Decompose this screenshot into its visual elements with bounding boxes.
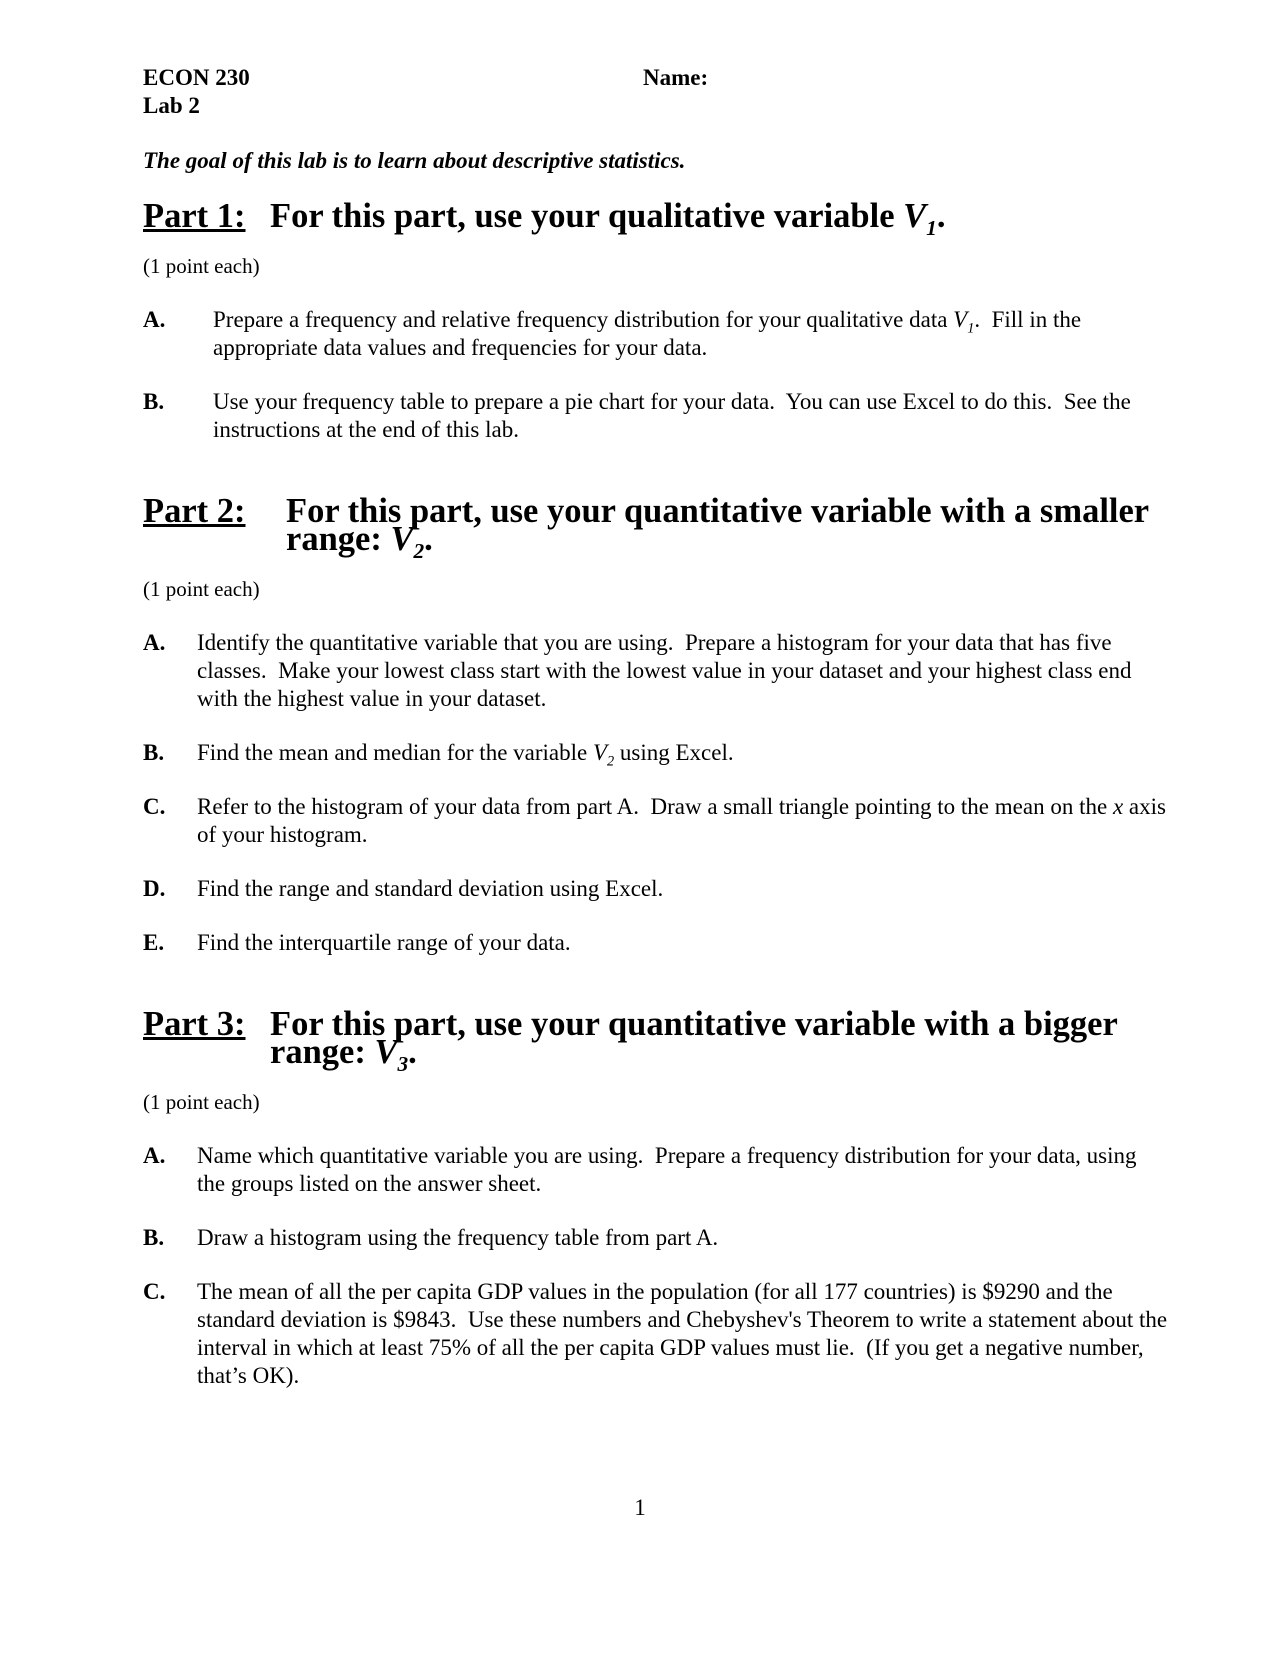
part-1-heading-text xyxy=(270,197,946,240)
item-label: A. xyxy=(143,630,166,655)
text-run: For this part, use your qualitative variable xyxy=(270,197,904,235)
item-text: The mean of all the per capita GDP values in the population (for all 177 countries) is $9290 and the standard deviation is $9843. Use these numbers and Chebyshev's Theorem to write a statement about the interval in which at least 75% of all the per capita GDP values must lie. (If you get a negative number, that’s OK). xyxy=(197,1279,1173,1388)
item-text: Name which quantitative variable you are using. Prepare a frequency distribution for your data, using the groups listed on the answer sheet. xyxy=(197,1143,1143,1196)
item-label: A. xyxy=(143,307,166,332)
part-3-heading xyxy=(143,1005,1168,1076)
variable-symbol: V xyxy=(592,740,608,765)
text-run: . xyxy=(936,197,946,235)
page-number: 1 xyxy=(634,1495,646,1520)
part-2-item-b xyxy=(143,739,1168,770)
item-label: D. xyxy=(143,876,166,901)
text-run: . xyxy=(408,1033,417,1071)
text-run: . xyxy=(424,520,433,558)
variable-symbol: V xyxy=(903,197,927,235)
part-3-points: (1 point each) xyxy=(143,1090,260,1114)
item-text: Find the interquartile range of your data. xyxy=(197,930,571,955)
variable-subscript: 1 xyxy=(926,215,937,240)
part-1-item-a xyxy=(143,306,1168,362)
part-1-label: Part 1: xyxy=(143,197,246,235)
text-run: Find the mean and median for the variable xyxy=(197,740,593,765)
lab-title: Lab 2 xyxy=(143,93,200,118)
item-text: Find the range and standard deviation using Excel. xyxy=(197,876,664,901)
course-title: ECON 230 xyxy=(143,65,250,90)
part-2-points: (1 point each) xyxy=(143,577,260,601)
part-2-item-d xyxy=(143,875,1168,903)
item-text xyxy=(213,306,1168,362)
part-2-item-a xyxy=(143,629,1168,713)
item-text: Use your frequency table to prepare a pie chart for your data. You can use Excel to do this. See the instructions at the end of this lab. xyxy=(213,389,1137,442)
part-2-heading-text xyxy=(286,492,1168,563)
item-label: B. xyxy=(143,1225,165,1250)
text-run: axis of your histogram. xyxy=(197,794,1172,847)
part-1-section xyxy=(143,197,1168,444)
text-run: . Fill in the appropriate data values and frequencies for your data. xyxy=(213,307,1087,360)
part-2-heading xyxy=(143,492,1168,563)
text-run: For this part, use your quantitative variable with a smaller range: xyxy=(286,492,1149,558)
variable-symbol: V xyxy=(374,1033,398,1071)
variable-subscript: 1 xyxy=(967,320,975,337)
part-2-section xyxy=(143,492,1172,957)
part-1-points: (1 point each) xyxy=(143,254,260,278)
text-run: Refer to the histogram of your data from part A. Draw a small triangle pointing to the mean on the xyxy=(197,794,1113,819)
item-text xyxy=(197,793,1172,849)
part-1-heading xyxy=(143,197,1168,240)
item-label: B. xyxy=(143,740,165,765)
item-text xyxy=(197,739,1168,770)
part-3-heading-text xyxy=(270,1005,1168,1076)
item-text: Identify the quantitative variable that you are using. Prepare a histogram for your data that has five classes. Make your lowest class start with the lowest value in your dataset and your highest class end with the highest value in your dataset. xyxy=(197,630,1138,711)
variable-x: x xyxy=(1112,794,1124,819)
item-label: B. xyxy=(143,389,165,414)
variable-symbol: V xyxy=(953,307,968,332)
part-3-item-b xyxy=(143,1224,1168,1252)
item-label: A. xyxy=(143,1143,166,1168)
part-2-item-e xyxy=(143,929,1168,957)
header-row xyxy=(143,64,1168,92)
part-3-label: Part 3: xyxy=(143,1005,246,1043)
variable-symbol: V xyxy=(390,520,414,558)
part-1-item-b xyxy=(143,388,1168,444)
doc-header xyxy=(143,64,1168,120)
text-run: Prepare a frequency and relative frequency distribution for your qualitative data xyxy=(213,307,954,332)
part-3-item-a xyxy=(143,1142,1168,1198)
item-label: C. xyxy=(143,794,166,819)
item-text: Draw a histogram using the frequency table from part A. xyxy=(197,1225,719,1250)
part-2-item-c xyxy=(143,793,1172,849)
item-label: C. xyxy=(143,1279,166,1304)
part-2-label: Part 2: xyxy=(143,492,246,530)
variable-subscript: 2 xyxy=(607,753,615,770)
name-label: Name: xyxy=(643,65,709,90)
item-label: E. xyxy=(143,930,165,955)
text-run: For this part, use your quantitative variable with a bigger range: xyxy=(270,1005,1118,1071)
text-run: using Excel. xyxy=(614,740,734,765)
part-3-section xyxy=(143,1005,1173,1390)
goal-statement: The goal of this lab is to learn about descriptive statistics. xyxy=(143,148,686,173)
variable-subscript: 2 xyxy=(413,538,425,563)
variable-subscript: 3 xyxy=(397,1051,409,1076)
part-3-item-c xyxy=(143,1278,1173,1390)
